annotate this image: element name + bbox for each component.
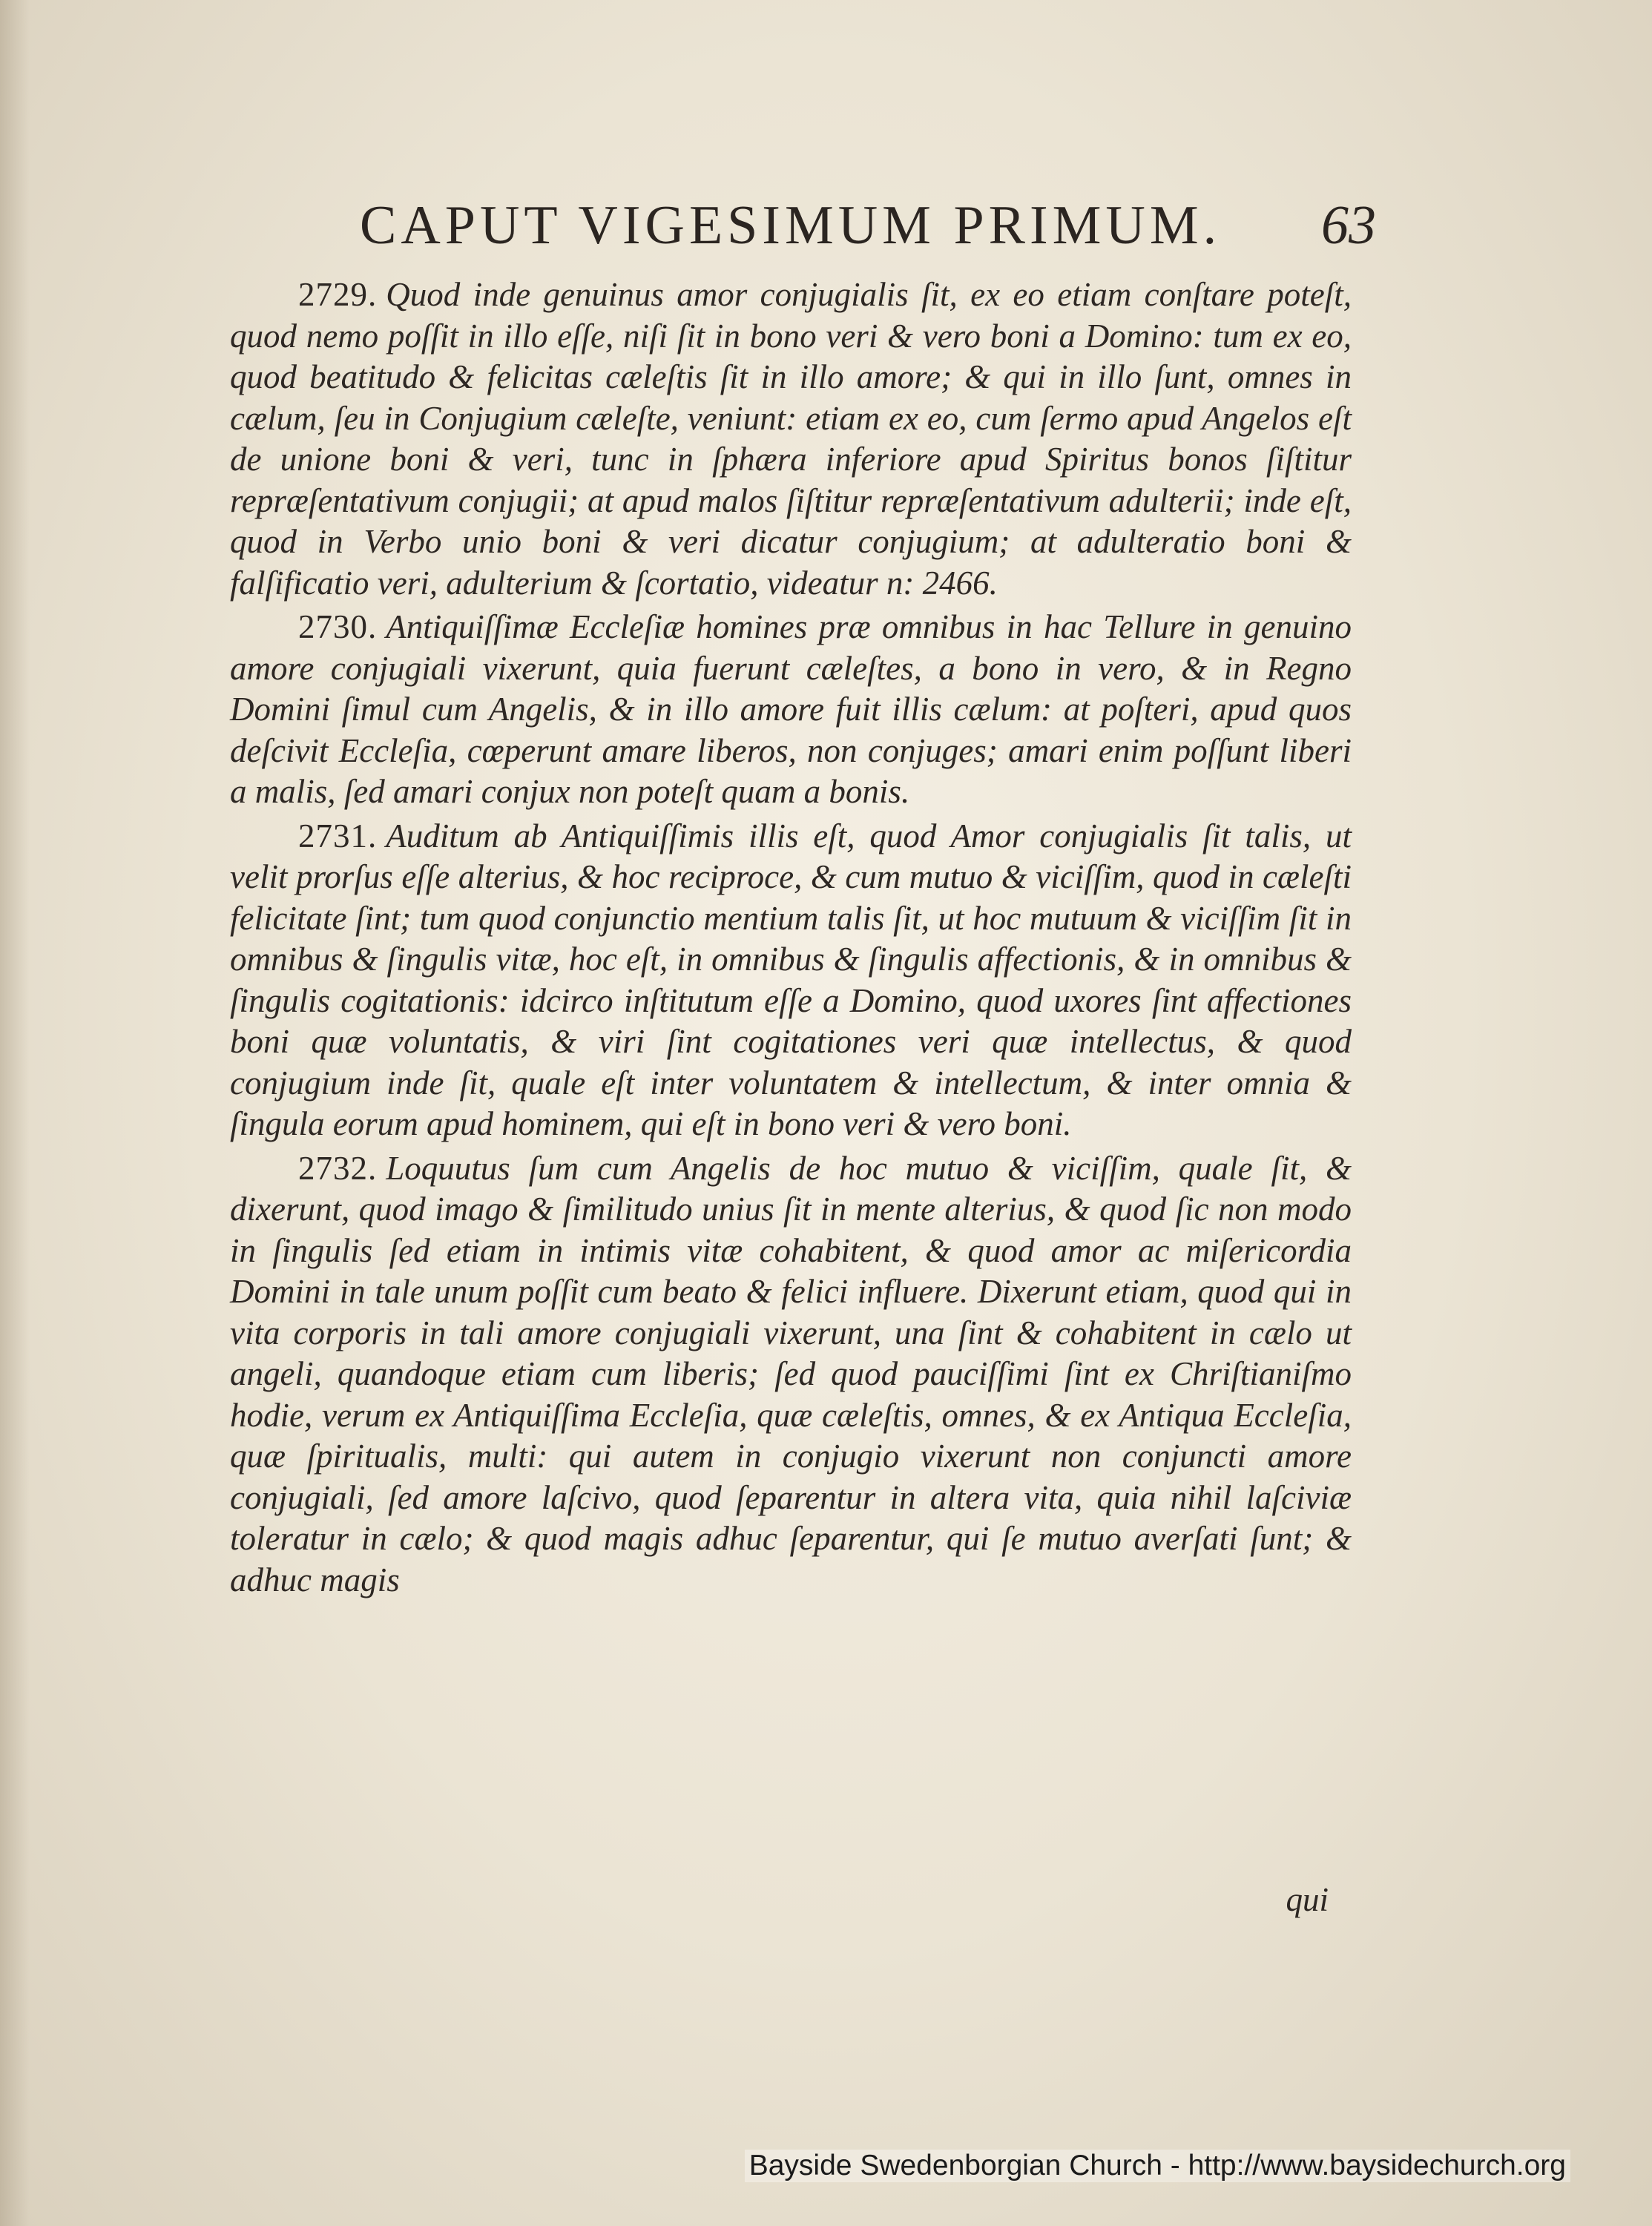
paragraph-text: Loquutus ſum cum Angelis de hoc mutuo & viciſſim, quale ſit, & dixerunt, quod imago & ſimilitudo unius ſit in mente alterius, & quod ſic non modo in ſingulis ſed etiam in intimis vitæ cohabitent, & quod amor ac miſericordia Domini in tale unum poſſit cum beato & felici influere. Dixerunt etiam, quod qui in vita corporis in tali amore conjugiali vixerunt, una ſint & cohabitent in cælo ut angeli, quandoque etiam cum liberis; ſed quod pauciſſimi ſint ex Chriſtianiſmo hodie, verum ex Antiquiſſima Eccleſia, quæ cæleſtis, omnes, & ex Antiqua Eccleſia, quæ ſpiritualis, multi: qui autem in conjugio vixerunt non conjuncti amore conjugiali, ſed amore laſcivo, quod ſeparentur in altera vita, quia nihil laſciviæ toleratur in cælo; & quod magis adhuc ſeparentur, qui ſe mutuo averſati ſunt; & adhuc magis bbox=[230, 1149, 1352, 1598]
paragraph-2732 bbox=[230, 1148, 1352, 1601]
paragraph-2731 bbox=[230, 816, 1352, 1145]
paragraph-number: 2732. bbox=[298, 1149, 378, 1187]
paragraph-number: 2730. bbox=[298, 608, 378, 645]
catchword: qui bbox=[1286, 1881, 1329, 1918]
paragraph-text: Quod inde genuinus amor conjugialis ſit, ex eo etiam conſtare poteſt, quod nemo poſſit in illo eſſe, niſi ſit in bono veri & vero boni a Domino: tum ex eo, quod beatitudo & felicitas cæleſtis ſit in illo amore; & qui in illo ſunt, omnes in cælum, ſeu in Conjugium cæleſte, veniunt: etiam ex eo, cum ſermo apud Angelos eſt de unione boni & veri, tunc in ſphæra inferiore apud Spiritus bonos ſiſtitur repræſentativum conjugii; at apud malos ſiſtitur repræſentativum adulterii; inde eſt, quod in Verbo unio boni & veri dicatur conjugium; at adulteratio boni & falſificatio veri, adulterium & ſcortatio, videatur n: 2466. bbox=[230, 276, 1352, 602]
chapter-title: CAPUT VIGESIMUM PRIMUM. bbox=[360, 195, 1222, 256]
page-edge-shadow bbox=[0, 0, 30, 2226]
paragraph-2730 bbox=[230, 607, 1352, 813]
paragraph-text: Antiquiſſimæ Eccleſiæ homines præ omnibus in hac Tellure in genuino amore conjugiali vixerunt, quia fuerunt cæleſtes, a bono in vero, & in Regno Domini ſimul cum Angelis, & in illo amore fuit illis cælum: at poſteri, apud quos deſcivit Eccleſia, cœperunt amare liberos, non conjuges; amari enim poſſunt liberi a malis, ſed amari conjux non poteſt quam a bonis. bbox=[230, 608, 1352, 810]
paragraph-number: 2731. bbox=[298, 817, 378, 854]
running-header bbox=[360, 194, 1376, 261]
paragraph-2729 bbox=[230, 274, 1352, 604]
paragraph-text: Auditum ab Antiquiſſimis illis eſt, quod Amor conjugialis ſit talis, ut velit prorſus eſſe alterius, & hoc reciproce, & cum mutuo & viciſſim, quod in cæleſti felicitate ſint; tum quod conjunctio mentium talis ſit, ut hoc mutuum & viciſſim ſit in omnibus & ſingulis vitæ, hoc eſt, in omnibus & ſingulis affectionis, & in omnibus & ſingulis cogitationis: idcirco inſtitutum eſſe a Domino, quod uxores ſint affectiones boni quæ voluntatis, & viri ſint cogitationes veri quæ intellectus, & quod conjugium inde ſit, quale eſt inter voluntatem & intellectum, & inter omnia & ſingula eorum apud hominem, qui eſt in bono veri & vero boni. bbox=[230, 817, 1352, 1142]
paragraph-number: 2729. bbox=[298, 276, 378, 313]
source-watermark: Bayside Swedenborgian Church - http://www.baysidechurch.org bbox=[745, 2150, 1570, 2182]
body-text bbox=[230, 274, 1352, 1604]
page-number: 63 bbox=[1321, 195, 1376, 256]
